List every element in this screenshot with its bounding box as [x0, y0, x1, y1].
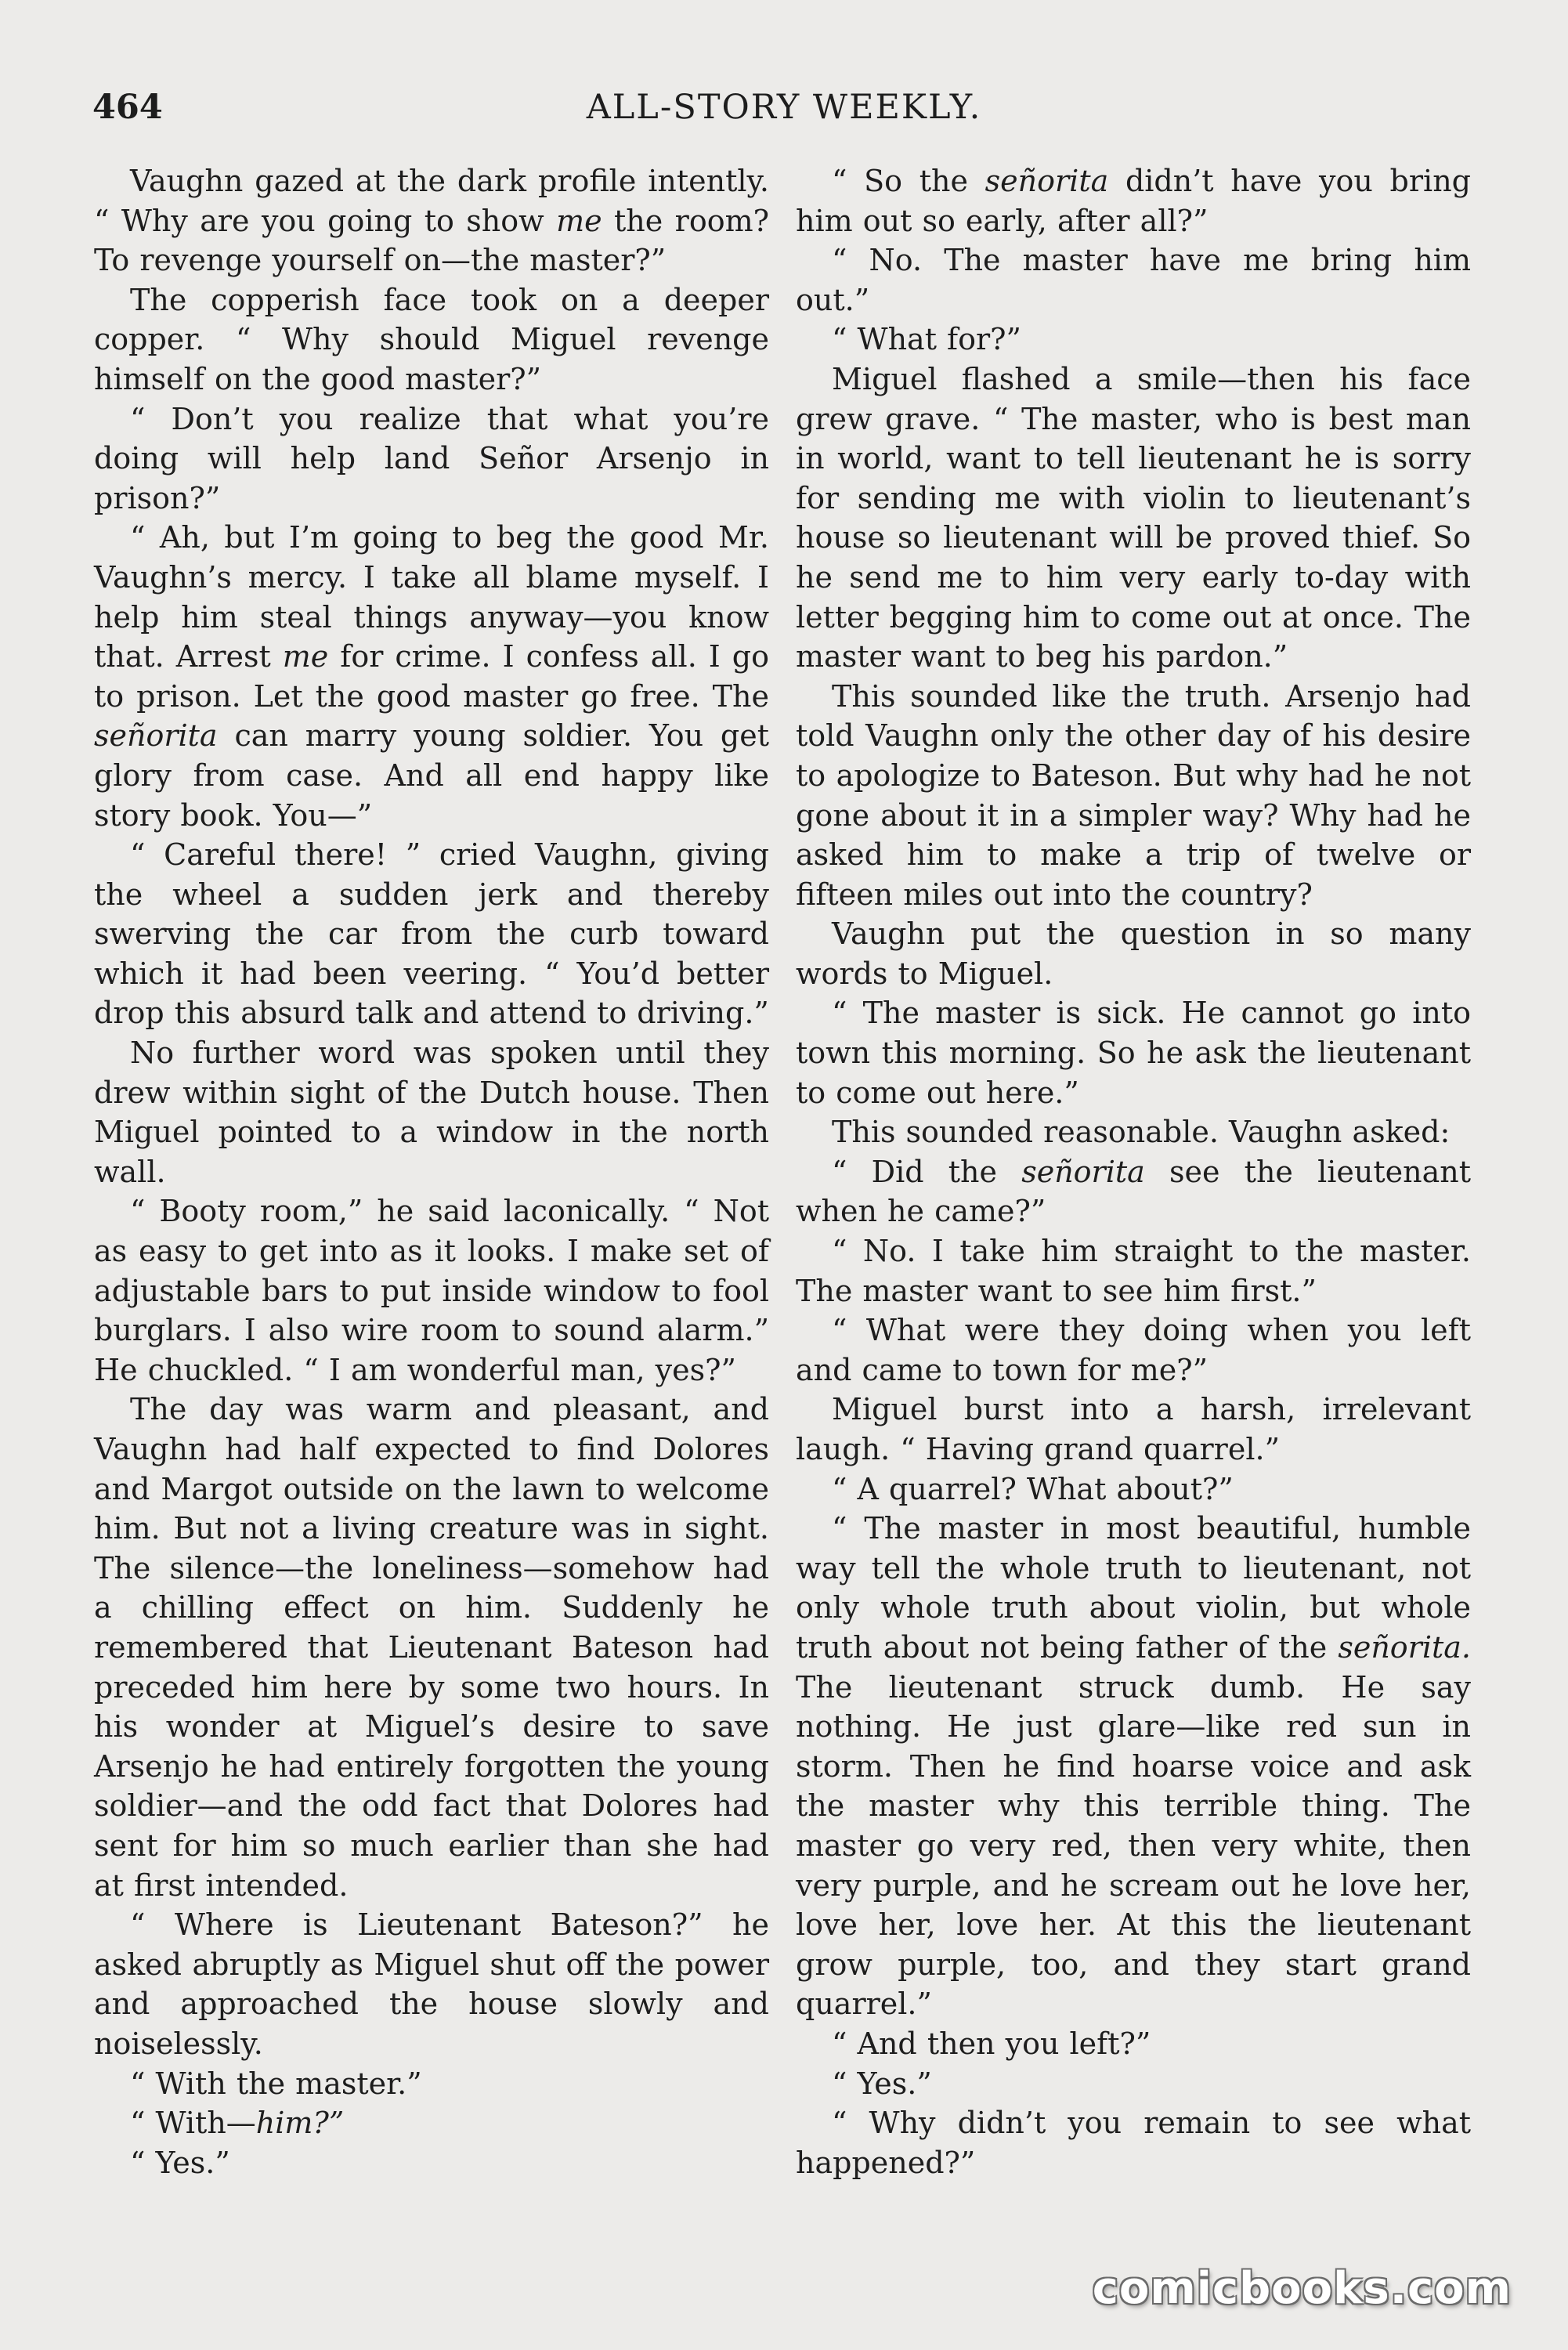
paragraph — [94, 1033, 769, 1191]
text-run: can marry young soldier. You get glory from case. And all end happy like story book. You—” — [94, 718, 769, 833]
text-run: see the lieutenant when he came?” — [796, 1154, 1471, 1229]
italic-text: him?” — [255, 2106, 345, 2141]
text-run: “ And then you left?” — [832, 2026, 1151, 2061]
text-run: “ With the master.” — [130, 2066, 422, 2101]
text-run: the room? To revenge yourself on—the master?” — [94, 203, 769, 278]
paragraph — [796, 1311, 1471, 1390]
text-run: “ Where is Lieutenant Bateson?” he asked abruptly as Miguel shut off the power and approached the house slowly and noiselessly. — [94, 1907, 769, 2061]
text-run: No further word was spoken until they drew within sight of the Dutch house. Then Miguel pointed to a window in the north wall. — [94, 1036, 769, 1189]
paragraph — [94, 1390, 769, 1905]
italic-text: me — [282, 639, 329, 674]
text-run: “ The master is sick. He cannot go into town this morning. So he ask the lieutenant to come out here.” — [796, 996, 1471, 1110]
italic-text: señorita. — [1338, 1629, 1471, 1665]
text-run: “ No. I take him straight to the master. The master want to see him first.” — [796, 1234, 1471, 1308]
paragraph — [796, 993, 1471, 1112]
text-run: Miguel flashed a smile—then his face grew grave. “ The master, who is best man in world, want to tell lieutenant he is sorry for sending me with violin to lieutenant’s house so lieutenant will be proved thief. So he send me to him very early to-day with letter begging him to come out at once. The master want to beg his pardon.” — [796, 361, 1471, 674]
paragraph — [94, 1191, 769, 1390]
text-run: “ Don’t you realize that what you’re doing will help land Señor Arsenjo in prison?” — [94, 401, 769, 515]
italic-text: señorita — [1021, 1154, 1145, 1189]
text-run: Vaughn gazed at the dark profile intently. “ Why are you going to show — [94, 164, 769, 238]
paragraph — [796, 1231, 1471, 1311]
paragraph — [796, 161, 1471, 240]
paragraph — [94, 518, 769, 835]
page-header — [0, 88, 1568, 135]
text-run: “ What for?” — [832, 322, 1021, 357]
left-column — [94, 161, 769, 2182]
running-title: ALL-STORY WEEKLY. — [586, 88, 982, 127]
text-run: “ With— — [130, 2106, 256, 2141]
paragraph — [94, 2064, 769, 2104]
right-column — [796, 161, 1471, 2182]
paragraph — [796, 1112, 1471, 1152]
text-run: “ Ah, but I’m going to beg the good Mr. Vaughn’s mercy. I take all blame myself. I help him steal things anyway—you know that. Arrest — [94, 520, 769, 674]
paragraph — [94, 2143, 769, 2183]
text-run: Miguel burst into a harsh, irrelevant laugh. “ Having grand quarrel.” — [796, 1392, 1471, 1466]
watermark-logo: comicbooks.com — [1092, 2263, 1512, 2314]
italic-text: señorita — [94, 718, 218, 754]
text-run: The copperish face took on a deeper copper. “ Why should Miguel revenge himself on the good master?” — [94, 282, 769, 396]
paragraph — [94, 400, 769, 519]
paragraph — [94, 280, 769, 400]
text-run: “ No. The master have me bring him out.” — [796, 243, 1471, 317]
text-run: “ Booty room,” he said laconically. “ Not as easy to get into as it looks. I make set of adjustable bars to put inside window to fool burglars. I also wire room to sound alarm.” He chuckled. “ I am wonderful man, yes?” — [94, 1194, 769, 1387]
text-run: “ Yes.” — [832, 2066, 932, 2101]
paragraph — [796, 2103, 1471, 2182]
text-run: “ What were they doing when you left and came to town for me?” — [796, 1313, 1471, 1387]
paragraph — [796, 1470, 1471, 1509]
paragraph — [94, 835, 769, 1033]
text-run: This sounded like the truth. Arsenjo had told Vaughn only the other day of his desire to apologize to Bateson. But why had he not gone about it in a simpler way? Why had he asked him to make a trip of twelve or fifteen miles out into the country? — [796, 678, 1471, 912]
text-run: The lieutenant struck dumb. He say nothing. He just glare—like red sun in storm. Then he find hoarse voice and ask the master why this terrible thing. The master go very red, then very white, then very purple, and he scream out he love her, love her, love her. At this the lieutenant grow purple, too, and they start grand quarrel.” — [796, 1669, 1471, 2022]
paragraph — [796, 320, 1471, 360]
text-run: didn’t have you bring him out so early, after all?” — [796, 164, 1471, 238]
paragraph — [94, 161, 769, 280]
paragraph — [796, 2064, 1471, 2104]
text-run: for crime. I confess all. I go to prison. Let the good master go free. The — [94, 639, 769, 714]
text-run: “ The master in most beautiful, humble way tell the whole truth to lieutenant, not only whole truth about violin, but whole truth about not being father of the — [796, 1511, 1471, 1665]
paragraph — [796, 1390, 1471, 1469]
paragraph — [796, 240, 1471, 320]
text-run: “ Yes.” — [130, 2145, 230, 2180]
text-run: “ So the — [832, 164, 985, 198]
paragraph — [796, 360, 1471, 677]
paragraph — [94, 1905, 769, 2063]
text-run: This sounded reasonable. Vaughn asked: — [832, 1115, 1451, 1150]
paragraph — [796, 677, 1471, 915]
text-run: “ A quarrel? What about?” — [832, 1471, 1234, 1506]
paragraph — [796, 914, 1471, 993]
italic-text: señorita — [985, 164, 1109, 198]
text-run: “ Careful there! ” cried Vaughn, giving the wheel a sudden jerk and thereby swerving the car from the curb toward which it had been veering. “ You’d better drop this absurd talk and attend to driving.” — [94, 837, 769, 1031]
text-run: “ Why didn’t you remain to see what happened?” — [796, 2106, 1471, 2180]
text-run: “ Did the — [832, 1154, 1022, 1189]
paragraph — [796, 2024, 1471, 2064]
text-run: Vaughn put the question in so many words to Miguel. — [796, 916, 1471, 991]
italic-text: me — [556, 203, 602, 238]
paragraph — [796, 1152, 1471, 1231]
text-run: The day was warm and pleasant, and Vaughn had half expected to find Dolores and Margot outside on the lawn to welcome him. But not a living creature was in sight. The silence—the loneliness—somehow had a chilling effect on him. Suddenly he remembered that Lieutenant Bateson had preceded him here by some two hours. In his wonder at Miguel’s desire to save Arsenjo he had entirely forgotten the young soldier—and the odd fact that Dolores had sent for him so much earlier than she had at first intended. — [94, 1392, 769, 1903]
paragraph — [94, 2103, 769, 2143]
page-number: 464 — [92, 88, 163, 127]
paragraph — [796, 1509, 1471, 2024]
